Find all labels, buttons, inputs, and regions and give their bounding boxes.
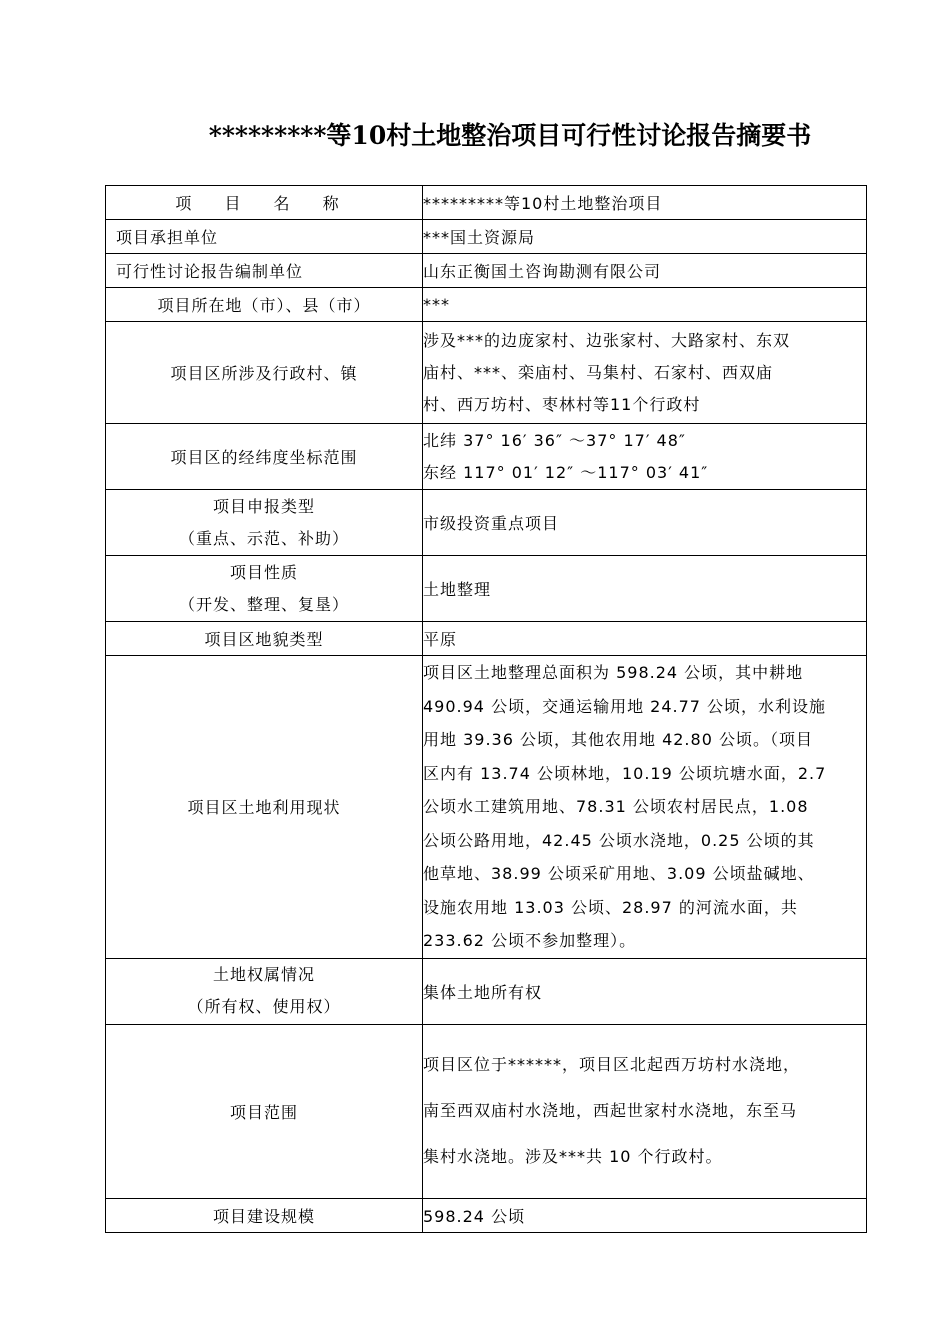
row-label-text: 项目区的经纬度坐标范围 [170, 448, 358, 467]
row-value-text: 490.94 公顷，交通运输用地 24.77 公顷，水利设施 [423, 696, 827, 716]
table-row-land-use [106, 656, 867, 959]
row-label [106, 556, 423, 622]
table-row-coordinates [106, 424, 867, 490]
table-row-project-scope [106, 1024, 867, 1198]
row-value [423, 254, 867, 288]
row-label [106, 958, 423, 1024]
row-value-text: 北纬 37° 16′ 36″ ～37° 17′ 48″ [423, 430, 686, 450]
row-value-text: 设施农用地 13.03 公顷、28.97 的河流水面，共 [423, 897, 798, 917]
row-label-text: 项目承担单位 [116, 228, 219, 247]
row-value-text: 南至西双庙村水浇地，西起世家村水浇地，东至马 [423, 1101, 798, 1120]
row-label [106, 490, 423, 556]
document-title: *********等10村土地整治项目可行性讨论报告摘要书 [208, 121, 812, 150]
summary-table [105, 185, 867, 1233]
row-value [423, 958, 867, 1024]
table-row-construction-scale [106, 1198, 867, 1232]
row-value-text: 涉及***的边庞家村、边张家村、大路家村、东双 [423, 330, 791, 350]
row-label-text: 土地权属情况 [212, 965, 315, 984]
table-row-project-nature [106, 556, 867, 622]
row-label [106, 1198, 423, 1232]
row-value-text: *********等10村土地整治项目 [423, 194, 663, 213]
row-value [423, 322, 867, 424]
row-label [106, 622, 423, 656]
row-label-text: 项目建设规模 [212, 1206, 315, 1226]
row-value-text: 集体土地所有权 [423, 982, 543, 1002]
row-label-text: （重点、示范、补助） [178, 528, 349, 548]
row-value-text: *** [423, 295, 450, 314]
row-value [423, 186, 867, 220]
row-label [106, 220, 423, 254]
row-label-text: 项目申报类型 [212, 496, 315, 516]
row-label-text: 项目区土地利用现状 [187, 798, 341, 818]
row-value-text: ***国土资源局 [423, 228, 536, 247]
row-value-text: 项目区位于******，项目区北起西万坊村水浇地， [423, 1055, 801, 1074]
row-label [106, 186, 423, 220]
row-value-text: 598.24 公顷 [423, 1206, 526, 1226]
row-value-text: 公顷水工建筑用地、78.31 公顷农村居民点，1.08 [423, 797, 809, 816]
row-value [423, 556, 867, 622]
table-row-undertaking-unit [106, 220, 867, 254]
row-label-text: （开发、整理、复垦） [178, 594, 349, 614]
row-label [106, 424, 423, 490]
row-label-text: 项目范围 [229, 1102, 298, 1122]
row-value-text: 平原 [423, 630, 458, 649]
row-label-text: 项目所在地（市）、县（市） [157, 296, 371, 315]
row-value-text: 山东正衡国土咨询勘测有限公司 [423, 262, 662, 281]
row-value-text: 他草地、38.99 公顷采矿用地、3.09 公顷盐碱地、 [423, 864, 815, 883]
row-value [423, 622, 867, 656]
table-row-land-ownership [106, 958, 867, 1024]
table-row-villages [106, 322, 867, 424]
row-value [423, 490, 867, 556]
row-label-text: 项目区地貌类型 [204, 630, 324, 649]
row-value [423, 1198, 867, 1232]
row-label [106, 1024, 423, 1198]
row-value [423, 656, 867, 959]
table-row-application-type [106, 490, 867, 556]
row-label [106, 254, 423, 288]
row-value-text: 用地 39.36 公顷，其他农用地 42.80 公顷。（项目 [423, 730, 813, 749]
row-label [106, 322, 423, 424]
row-value-text: 土地整理 [423, 580, 492, 599]
row-value [423, 1024, 867, 1198]
table-row-report-compiler [106, 254, 867, 288]
row-label-text: （所有权、使用权） [187, 997, 341, 1016]
table-row-landform [106, 622, 867, 656]
table-row-location [106, 288, 867, 322]
row-value-text: 集村水浇地。涉及***共 10 个行政村。 [423, 1147, 723, 1166]
row-value-text: 村、西万坊村、枣林村等11个行政村 [423, 394, 701, 414]
row-label [106, 288, 423, 322]
row-label-text: 项 目 名 称 [175, 194, 353, 213]
row-value-text: 庙村、***、栾庙村、马集村、石家村、西双庙 [423, 362, 774, 382]
row-value-text: 市级投资重点项目 [423, 514, 560, 533]
row-value [423, 220, 867, 254]
row-value-text: 东经 117° 01′ 12″ ～117° 03′ 41″ [423, 462, 709, 482]
row-label-text: 项目性质 [229, 562, 298, 582]
row-value-text: 公顷公路用地，42.45 公顷水浇地，0.25 公顷的其 [423, 830, 815, 850]
row-value-text: 区内有 13.74 公顷林地，10.19 公顷坑塘水面，2.7 [423, 763, 827, 783]
table-row-project-name [106, 186, 867, 220]
row-label [106, 656, 423, 959]
row-value [423, 288, 867, 322]
row-label-text: 可行性讨论报告编制单位 [116, 262, 304, 281]
row-value [423, 424, 867, 490]
row-label-text: 项目区所涉及行政村、镇 [170, 364, 358, 383]
row-value-text: 233.62 公顷不参加整理）。 [423, 931, 637, 950]
row-value-text: 项目区土地整理总面积为 598.24 公顷，其中耕地 [423, 663, 804, 682]
